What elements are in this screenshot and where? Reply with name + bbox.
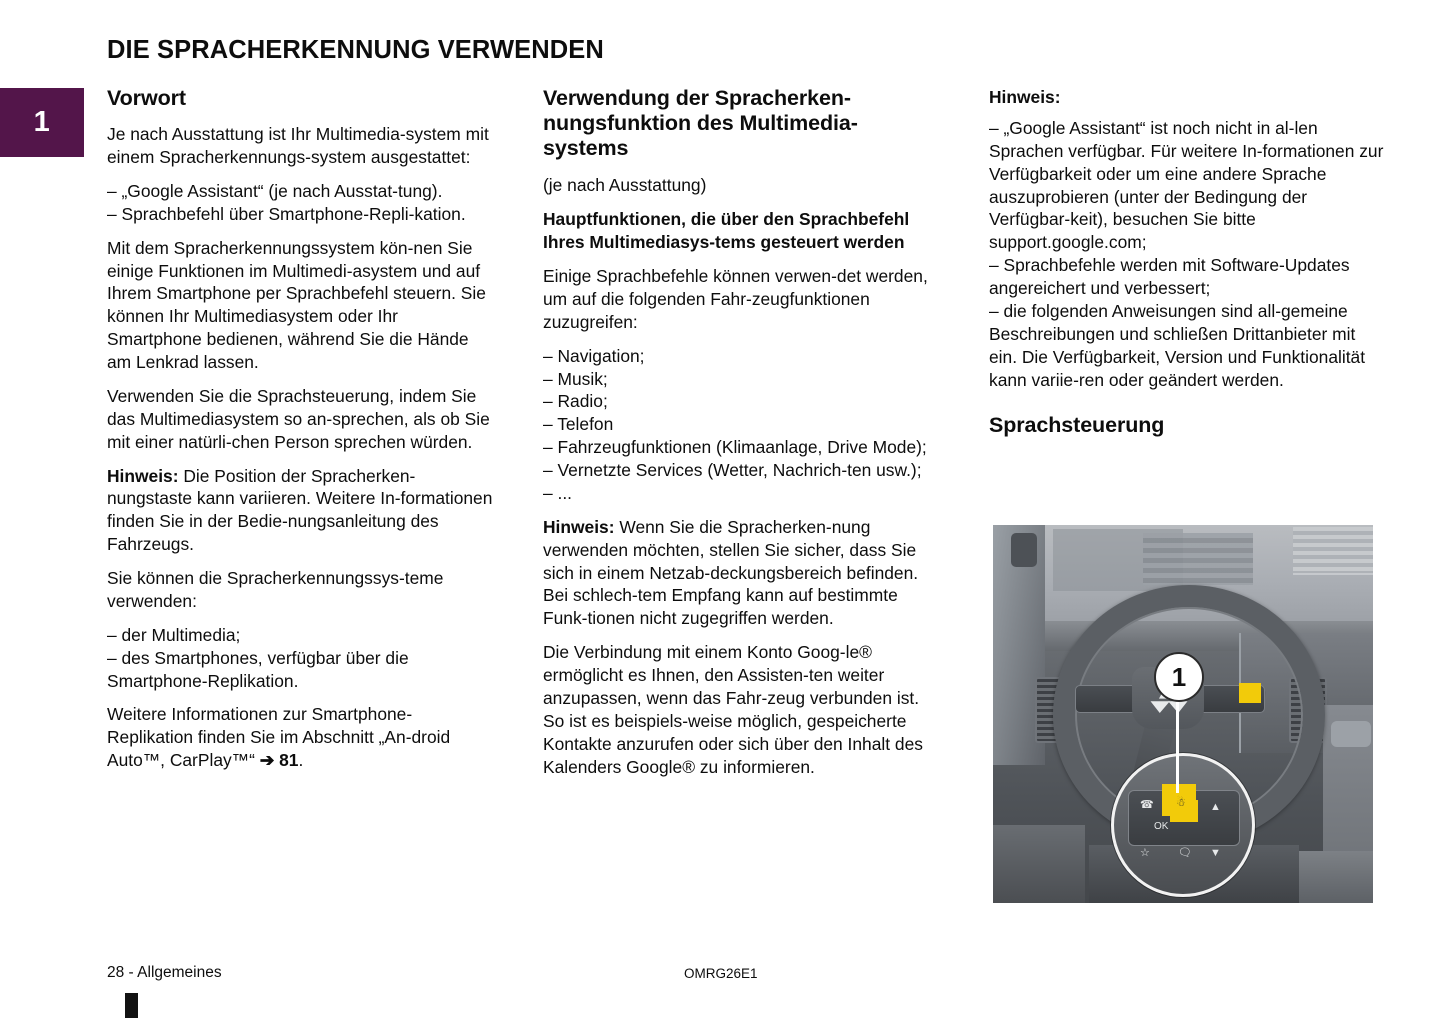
callout-magnifier bbox=[1111, 753, 1255, 897]
note-paragraph bbox=[107, 465, 495, 557]
note-label: Hinweis: bbox=[989, 87, 1061, 107]
ok-icon: OK bbox=[1154, 821, 1169, 832]
column-left bbox=[107, 86, 495, 783]
star-icon: ☆ bbox=[1140, 847, 1150, 859]
voice-button-highlight bbox=[1239, 683, 1261, 703]
list-item: – die folgenden Anweisungen sind all-gemeine Beschreibungen und schließen Drittanbieter mit ein. Die Verfügbarkeit, Version und Funktionalität kann variie-ren oder geändert werden. bbox=[989, 300, 1366, 390]
door-handle bbox=[1331, 721, 1371, 747]
speech-bubble-icon: 🗨 bbox=[1178, 847, 1192, 859]
background-building-right bbox=[1293, 527, 1373, 573]
callout-number: 1 bbox=[1171, 661, 1187, 692]
paragraph: Verwenden Sie die Sprachsteuerung, indem Sie das Multimediasystem so an-sprechen, als ob Sie mit einer natürli-chen Person sprechen würden. bbox=[107, 385, 490, 452]
paragraph: Mit dem Spracherkennungssystem kön-nen Sie einige Funktionen im Multimedi-asystem und auf Ihrem Smartphone per Sprachbefehl steuern. Sie können Ihr Multimediasystem oder Ihr Smartphone bedienen, während Sie die Hände am Lenkrad lassen. bbox=[107, 237, 486, 373]
chapter-number: 1 bbox=[33, 106, 51, 138]
microphone-icon: ☃ bbox=[1176, 797, 1186, 809]
list-item: – des Smartphones, verfügbar über die Smartphone-Replikation. bbox=[107, 647, 409, 691]
list-item: – Musik; bbox=[543, 368, 608, 389]
footwell-right bbox=[1293, 851, 1373, 903]
mirror-stalk bbox=[1011, 533, 1037, 567]
bullet-list bbox=[989, 117, 1387, 392]
note-label: Hinweis: bbox=[107, 465, 179, 486]
paragraph: Die Verbindung mit einem Konto Goog-le® ermöglicht es Ihnen, den Assisten-ten weiter anzupassen, wenn das Fahr-zeug verbunden ist. So ist es beispiels-weise möglich, gespeicherte Kontakte anzurufen oder sich über den Inhalt des Kalenders Google® zu informieren. bbox=[543, 642, 923, 777]
footer-page-label: 28 - Allgemeines bbox=[107, 964, 222, 981]
callout-number-badge bbox=[1154, 652, 1204, 702]
footer-document-code: OMRG26E1 bbox=[684, 966, 758, 981]
footwell-left bbox=[993, 825, 1085, 903]
paragraph-with-reference bbox=[107, 703, 495, 772]
note-label-standalone bbox=[989, 86, 1387, 109]
note-label: Hinweis: bbox=[543, 516, 615, 537]
section-heading-sprachsteuerung: Sprachsteuerung bbox=[989, 413, 1165, 438]
steering-wheel-buttons-left bbox=[1075, 685, 1139, 713]
list-item: – Navigation; bbox=[543, 345, 645, 366]
bullet-list bbox=[107, 624, 495, 693]
paragraph-end: . bbox=[298, 750, 304, 771]
subtitle: (je nach Ausstattung) bbox=[543, 175, 707, 196]
steering-wheel-figure bbox=[993, 525, 1373, 903]
list-item: – ... bbox=[543, 482, 572, 503]
background-building-left bbox=[1143, 533, 1253, 585]
phone-icon: ☎ bbox=[1140, 799, 1154, 811]
list-item: – „Google Assistant“ ist noch nicht in al-len Sprachen verfügbar. Für weitere In-formationen zur Verfügbarkeit oder um eine andere Sprache auszuprobieren (unter der Bedingung der Verfügbar-keit), besuchen Sie bitte support.google.com; bbox=[989, 117, 1384, 253]
section-heading-verwendung: Verwendung der Spracherken-nungsfunktion des Multimedia-systems bbox=[543, 86, 858, 161]
list-item: – Telefon bbox=[543, 414, 614, 435]
paragraph: Sie können die Spracherkennungssys-teme verwenden: bbox=[107, 568, 444, 611]
list-item: – Radio; bbox=[543, 391, 608, 412]
note-paragraph bbox=[543, 516, 939, 630]
list-item: – Sprachbefehl über Smartphone-Repli-kation. bbox=[107, 203, 466, 224]
paragraph: Je nach Ausstattung ist Ihr Multimedia-system mit einem Spracherkennungs-system ausgestattet: bbox=[107, 124, 489, 168]
page-reference[interactable]: ➔ 81 bbox=[259, 750, 299, 771]
figure-illustration bbox=[993, 525, 1373, 903]
page-edge-marker bbox=[125, 993, 138, 1018]
list-item: – Vernetzte Services (Wetter, Nachrich-ten usw.); bbox=[543, 460, 922, 481]
list-item: – Fahrzeugfunktionen (Klimaanlage, Drive Mode); bbox=[543, 437, 927, 458]
list-item: – der Multimedia; bbox=[107, 624, 241, 645]
column-middle bbox=[543, 86, 939, 789]
bullet-list bbox=[107, 180, 495, 226]
paragraph: Einige Sprachbefehle können verwen-det werden, um auf die folgenden Fahr-zeugfunktionen zuzugreifen: bbox=[543, 266, 928, 332]
note-text: Wenn Sie die Spracherken-nung verwenden möchten, stellen Sie sicher, dass Sie sich in einem Netzab-deckungsbereich befinden. Bei schlech-tem Empfang kann auf bestimmte Funk-tionen nicht zugegriffen werden. bbox=[543, 516, 919, 629]
chevron-down-icon: ▼ bbox=[1210, 847, 1221, 859]
bullet-list bbox=[543, 345, 939, 505]
paragraph-text: Weitere Informationen zur Smartphone-Replikation finden Sie im Abschnitt „An-droid Auto™, CarPlay™“ bbox=[107, 704, 451, 771]
list-item: – Sprachbefehle werden mit Software-Updates angereichert und verbessert; bbox=[989, 255, 1350, 298]
chevron-up-icon: ▲ bbox=[1210, 801, 1221, 813]
list-item: – „Google Assistant“ (je nach Ausstat-tung). bbox=[107, 180, 443, 201]
bold-subheading: Hauptfunktionen, die über den Sprachbefehl Ihres Multimediasys-tems gesteuert werden bbox=[543, 209, 910, 253]
note-text: Die Position der Spracherken-nungstaste kann variieren. Weitere In-formationen finden Sie in der Bedie-nungsanleitung des Fahrzeugs. bbox=[107, 465, 493, 555]
column-right bbox=[989, 86, 1387, 451]
page-title: DIE SPRACHERKENNUNG VERWENDEN bbox=[107, 36, 604, 64]
callout-leader-line bbox=[1176, 695, 1179, 793]
section-heading-vorwort: Vorwort bbox=[107, 86, 186, 110]
